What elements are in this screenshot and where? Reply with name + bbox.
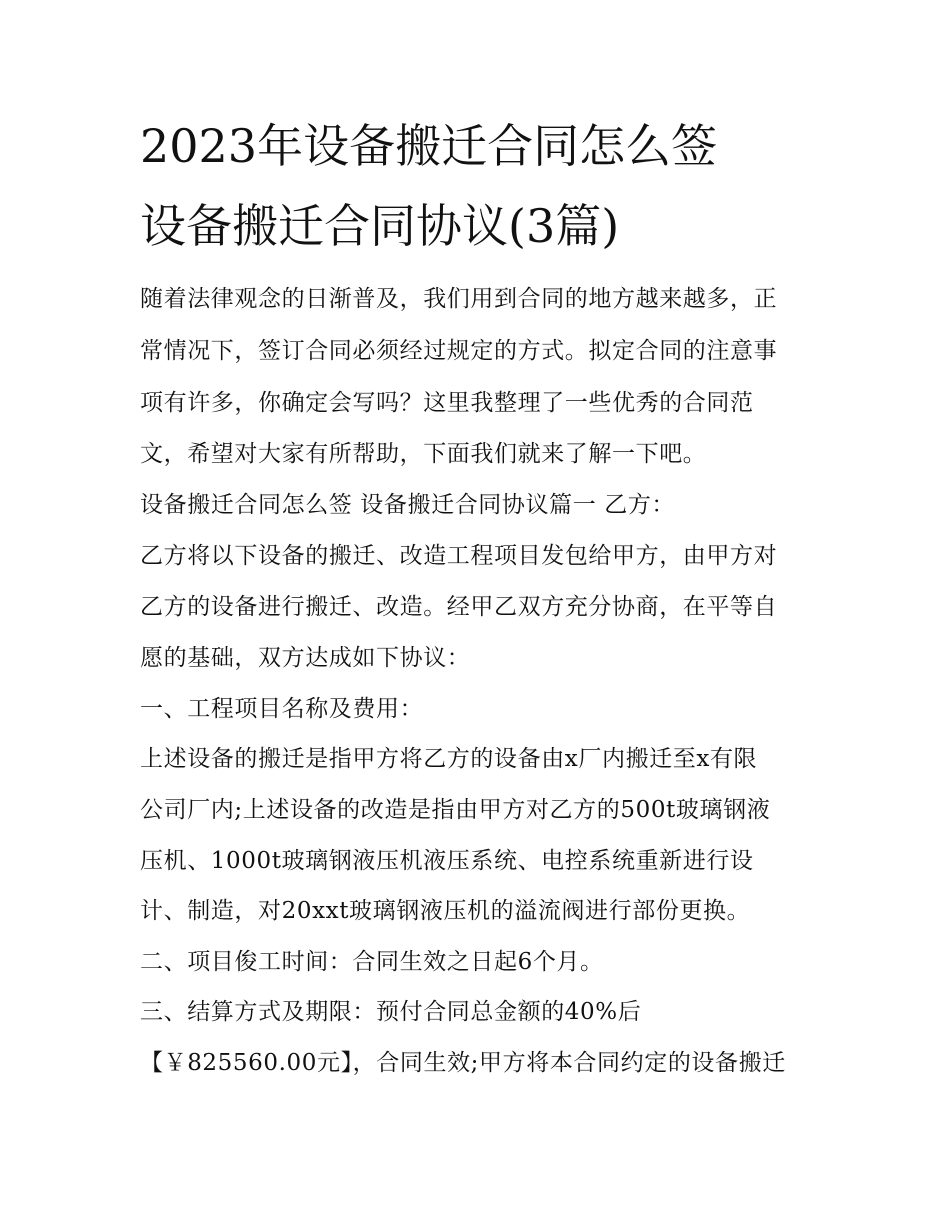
body-line-12: 压机、1000t玻璃钢液压机液压系统、电控系统重新进行设 — [140, 848, 754, 874]
body-line-1: 随着法律观念的日渐普及，我们用到合同的地方越来越多，正 — [140, 286, 778, 312]
body-line-11: 公司厂内;上述设备的改造是指由甲方对乙方的500t玻璃钢液 — [140, 797, 771, 823]
document-title-line-2: 设备搬迁合同协议(3篇) — [140, 199, 620, 253]
document-title-line-1: 2023年设备搬迁合同怎么签 — [140, 119, 718, 173]
body-line-8: 愿的基础，双方达成如下协议： — [140, 645, 471, 671]
body-line-4: 文，希望对大家有所帮助，下面我们就来了解一下吧。 — [140, 441, 707, 467]
body-line-2: 常情况下，签订合同必须经过规定的方式。拟定合同的注意事 — [140, 338, 778, 364]
body-line-9: 一、工程项目名称及费用： — [140, 696, 424, 722]
body-line-13: 计、制造，对20xxt玻璃钢液压机的溢流阀进行部份更换。 — [140, 898, 751, 924]
body-line-6: 乙方将以下设备的搬迁、改造工程项目发包给甲方，由甲方对 — [140, 543, 778, 569]
body-line-15: 三、结算方式及期限：预付合同总金额的40%后 — [140, 999, 642, 1025]
body-line-3: 项有许多，你确定会写吗？这里我整理了一些优秀的合同范 — [140, 390, 754, 416]
body-line-16: 【￥825560.00元】，合同生效;甲方将本合同约定的设备搬迁 — [140, 1050, 786, 1076]
body-line-5: 设备搬迁合同怎么签 设备搬迁合同协议篇一 乙方： — [140, 492, 676, 518]
body-line-7: 乙方的设备进行搬迁、改造。经甲乙双方充分协商，在平等自 — [140, 594, 778, 620]
body-line-10: 上述设备的搬迁是指甲方将乙方的设备由x厂内搬迁至x有限 — [140, 746, 758, 772]
body-line-14: 二、项目俊工时间：合同生效之日起6个月。 — [140, 949, 604, 975]
